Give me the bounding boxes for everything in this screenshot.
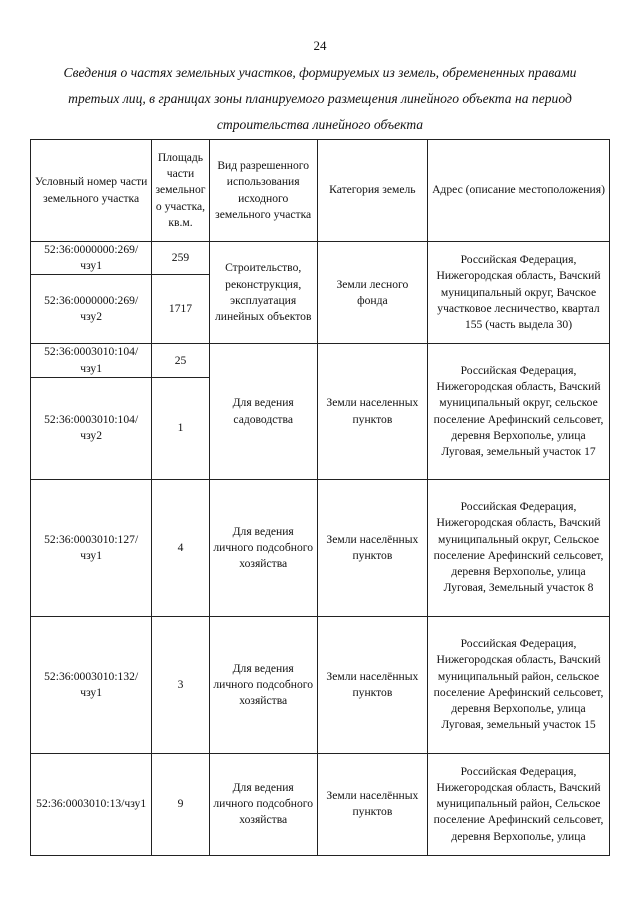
cell-number: 52:36:0003010:104/чзу1: [31, 344, 152, 377]
cell-address: Российская Федерация, Нижегородская область, Вачский муниципальный район, сельское поселение Арефинский сельсовет, деревня Верхополье, улица Луговая, земельный участок 15: [428, 616, 610, 753]
cell-area: 4: [152, 479, 209, 616]
cell-use: Для ведения личного подсобного хозяйства: [209, 479, 317, 616]
cell-number: 52:36:0003010:127/чзу1: [31, 479, 152, 616]
cell-area: 1717: [152, 275, 209, 344]
cell-category: Земли населённых пунктов: [317, 479, 427, 616]
cell-use: Для ведения садоводства: [209, 344, 317, 479]
table-header-row: [31, 140, 610, 242]
cell-address: Российская Федерация, Нижегородская область, Вачский муниципальный округ, сельское поселение Арефинский сельсовет, деревня Верхополье, улица Луговая, земельный участок 17: [428, 344, 610, 479]
cell-number: 52:36:0000000:269/чзу1: [31, 242, 152, 275]
cell-area: 3: [152, 616, 209, 753]
table-row: [31, 242, 610, 275]
cell-area: 9: [152, 753, 209, 855]
cell-use: Для ведения личного подсобного хозяйства: [209, 616, 317, 753]
cell-area: 1: [152, 377, 209, 479]
column-header-address: Адрес (описание местоположения): [428, 140, 610, 242]
cell-category: Земли населённых пунктов: [317, 616, 427, 753]
page-number: 24: [313, 38, 327, 53]
document-title: Сведения о частях земельных участков, формируемых из земель, обремененных правами третьих лиц, в границах зоны планируемого размещения линейного объекта на период строительства линейного объекта: [63, 65, 577, 132]
cell-address: Российская Федерация, Нижегородская область, Вачский муниципальный район, Сельское поселение Арефинский сельсовет, деревня Верхополье, улица: [428, 753, 610, 855]
column-header-area: Площадь части земельного участка, кв.м.: [152, 140, 209, 242]
column-header-use: Вид разрешенного использования исходного земельного участка: [209, 140, 317, 242]
table-row: [31, 616, 610, 753]
table-row: [31, 479, 610, 616]
cell-address: Российская Федерация, Нижегородская область, Вачский муниципальный округ, Вачское участковое лесничество, квартал 155 (часть выдела 30): [428, 242, 610, 344]
cell-area: 25: [152, 344, 209, 377]
cell-category: Земли лесного фонда: [317, 242, 427, 344]
cell-number: 52:36:0003010:132/чзу1: [31, 616, 152, 753]
table-row: [31, 344, 610, 377]
land-parts-table: [30, 139, 610, 856]
cell-number: 52:36:0003010:104/чзу2: [31, 377, 152, 479]
cell-number: 52:36:0000000:269/чзу2: [31, 275, 152, 344]
column-header-category: Категория земель: [317, 140, 427, 242]
cell-number: 52:36:0003010:13/чзу1: [31, 753, 152, 855]
table-row: [31, 753, 610, 855]
cell-use: Для ведения личного подсобного хозяйства: [209, 753, 317, 855]
cell-area: 259: [152, 242, 209, 275]
column-header-number: Условный номер части земельного участка: [31, 140, 152, 242]
cell-use: Строительство, реконструкция, эксплуатация линейных объектов: [209, 242, 317, 344]
cell-category: Земли населенных пунктов: [317, 344, 427, 479]
cell-address: Российская Федерация, Нижегородская область, Вачский муниципальный округ, Сельское поселение Арефинский сельсовет, деревня Верхополье, улица Луговая, Земельный участок 8: [428, 479, 610, 616]
cell-category: Земли населённых пунктов: [317, 753, 427, 855]
